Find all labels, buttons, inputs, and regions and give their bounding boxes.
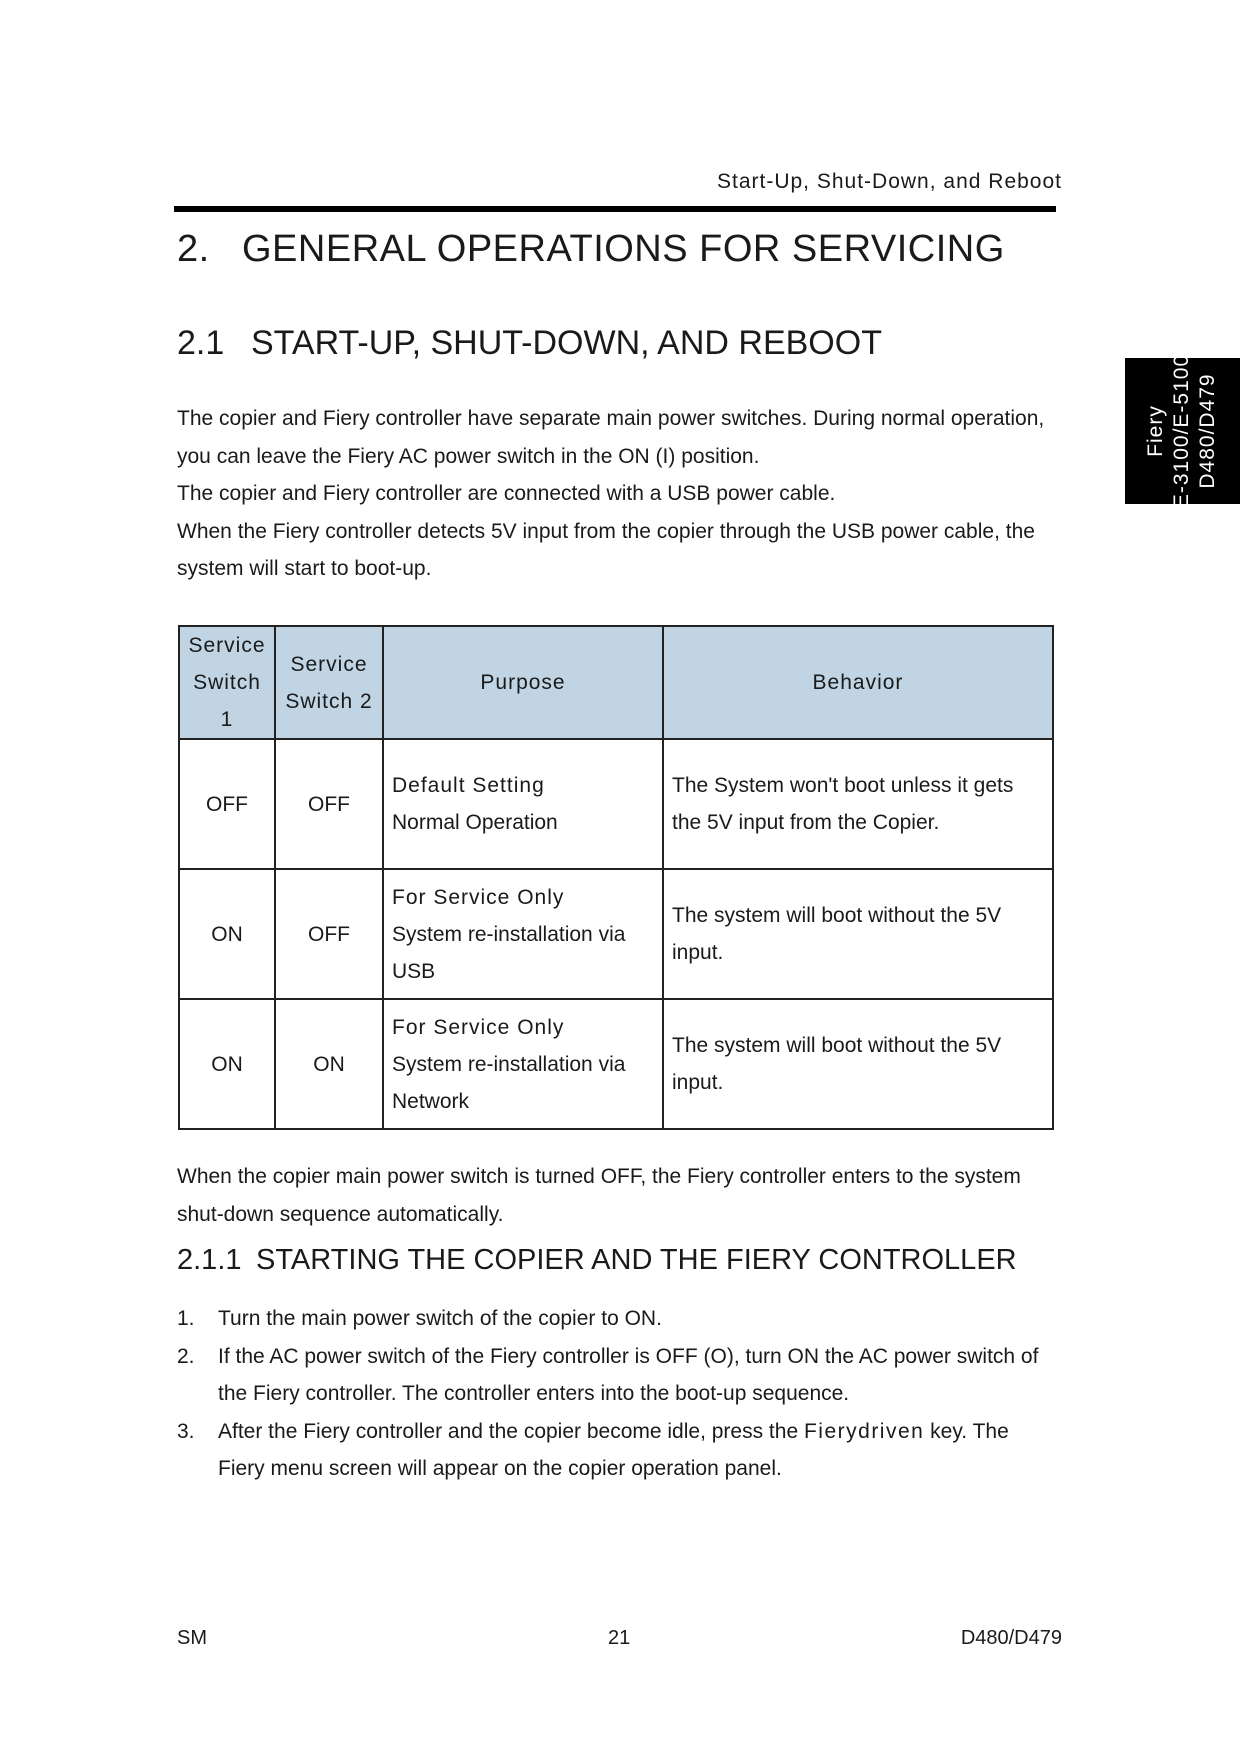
- step-number: 1.: [177, 1307, 195, 1330]
- subsection-title: [177, 1244, 1017, 1277]
- side-tab-line-2: E-3100/E-5100: [1170, 353, 1193, 509]
- purpose-line: USB: [392, 959, 436, 983]
- header-service-switch-2: [275, 626, 383, 739]
- step-text: After the Fiery controller and the copier become idle, press the: [218, 1419, 804, 1443]
- cell-purpose: [383, 739, 663, 869]
- step-text: If the AC power switch of the Fiery controller is OFF (O), turn ON the AC power switch of the Fiery controller. The controller enters into the boot-up sequence.: [218, 1344, 1039, 1405]
- intro-paragraph: When the Fiery controller detects 5V input from the copier through the USB power cable, the system will start to boot-up.: [177, 519, 1035, 580]
- purpose-line: System re-installation via: [392, 922, 626, 946]
- list-item: [177, 1413, 1057, 1488]
- side-tab-text: [1143, 354, 1221, 508]
- purpose-line: Default Setting: [392, 774, 545, 797]
- chapter-number: 2.: [177, 228, 210, 270]
- section-title: [177, 324, 882, 363]
- step-text: Turn the main power switch of the copier to ON.: [218, 1307, 662, 1330]
- shutdown-paragraph: When the copier main power switch is turned OFF, the Fiery controller enters to the system shut-down sequence automatically.: [177, 1165, 1021, 1226]
- list-item: [177, 1338, 1057, 1413]
- service-switch-table: [178, 625, 1054, 1130]
- cell-switch-1: ON: [179, 999, 275, 1129]
- table-header-row: [179, 626, 1053, 739]
- running-header: Start-Up, Shut-Down, and Reboot: [717, 170, 1062, 193]
- purpose-line: For Service Only: [392, 1015, 565, 1039]
- cell-behavior: The system will boot without the 5V input.: [663, 869, 1053, 999]
- intro-text: [177, 400, 1057, 588]
- purpose-line: Normal Operation: [392, 811, 558, 834]
- cell-switch-2: ON: [275, 999, 383, 1129]
- subsection-title-text: STARTING THE COPIER AND THE FIERY CONTROLLER: [256, 1244, 1017, 1276]
- purpose-line: Network: [392, 1089, 470, 1113]
- chapter-title-text: GENERAL OPERATIONS FOR SERVICING: [242, 228, 1005, 270]
- cell-switch-1: ON: [179, 869, 275, 999]
- step-number: 2.: [177, 1344, 195, 1368]
- purpose-line: System re-installation via: [392, 1052, 626, 1076]
- cell-purpose: [383, 999, 663, 1129]
- startup-steps: [177, 1300, 1057, 1488]
- table-row: [179, 739, 1053, 869]
- footer-left: SM: [177, 1627, 207, 1649]
- header-behavior: Behavior: [663, 626, 1053, 739]
- intro-paragraph: The copier and Fiery controller have separate main power switches. During normal operation, you can leave the Fiery AC power switch in the ON (I) position.: [177, 407, 1045, 468]
- step-number: 3.: [177, 1419, 195, 1443]
- header-rule: [174, 206, 1056, 212]
- header-line: Switch 1: [193, 671, 261, 731]
- side-tab-line-1: Fiery: [1144, 405, 1167, 457]
- header-line: Service: [290, 652, 368, 676]
- subsection-number: 2.1.1: [177, 1244, 242, 1276]
- header-purpose: Purpose: [383, 626, 663, 739]
- header-service-switch-1: [179, 626, 275, 739]
- cell-switch-2: OFF: [275, 739, 383, 869]
- key-name: Fierydriven: [803, 1419, 925, 1443]
- cell-switch-2: OFF: [275, 869, 383, 999]
- footer-right: D480/D479: [960, 1627, 1062, 1649]
- table-row: [179, 869, 1053, 999]
- table-row: [179, 999, 1053, 1129]
- section-number: 2.1: [177, 324, 225, 362]
- section-title-text: START-UP, SHUT-DOWN, AND REBOOT: [251, 324, 882, 362]
- header-line: Service: [188, 634, 266, 657]
- cell-switch-1: OFF: [179, 739, 275, 869]
- header-line: Switch 2: [285, 689, 373, 713]
- chapter-title: [177, 228, 1005, 271]
- step-text: key. The Fiery menu screen will appear on the copier operation panel.: [218, 1419, 1009, 1480]
- purpose-line: For Service Only: [392, 885, 565, 909]
- cell-behavior: The system will boot without the 5V input.: [663, 999, 1053, 1129]
- cell-purpose: [383, 869, 663, 999]
- list-item: [177, 1300, 1057, 1338]
- side-tab-line-3: D480/D479: [1196, 373, 1219, 489]
- page-number: 21: [608, 1627, 631, 1649]
- intro-paragraph: The copier and Fiery controller are connected with a USB power cable.: [177, 482, 836, 505]
- cell-behavior: The System won't boot unless it gets the 5V input from the Copier.: [663, 739, 1053, 869]
